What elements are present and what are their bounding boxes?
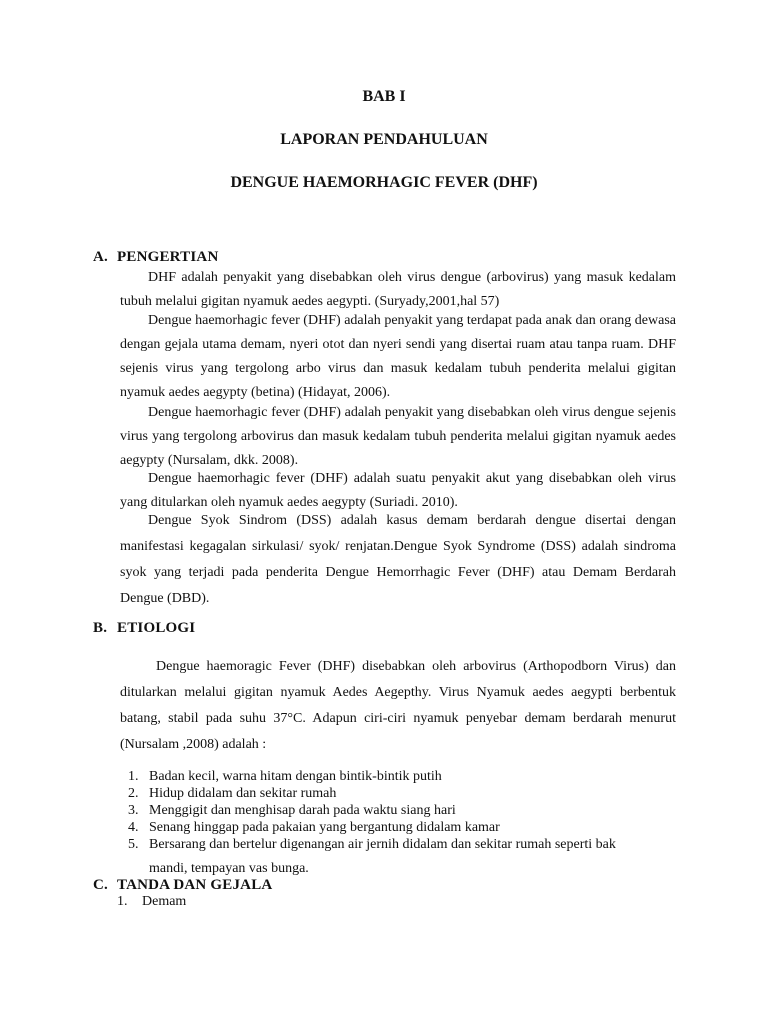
list-item: 1. Badan kecil, warna hitam dengan bintik-bintik putih <box>128 769 442 784</box>
list-item: 2. Hidup didalam dan sekitar rumah <box>128 786 337 801</box>
section-a-title: PENGERTIAN <box>117 249 219 265</box>
section-c-title: TANDA DAN GEJALA <box>117 877 273 893</box>
section-c-number: C. <box>93 877 108 893</box>
section-a-paragraph-4: Dengue haemorhagic fever (DHF) adalah suatu penyakit akut yang disebabkan oleh virus yang ditularkan oleh nyamuk aedes aegypty (Suriadi. 2010). <box>120 471 676 510</box>
chapter-title: BAB I <box>362 88 406 105</box>
disease-title: DENGUE HAEMORHAGIC FEVER (DHF) <box>230 174 538 191</box>
report-title: LAPORAN PENDAHULUAN <box>280 131 488 148</box>
section-a-heading <box>93 249 219 266</box>
section-a-paragraph-1: DHF adalah penyakit yang disebabkan oleh virus dengue (arbovirus) yang masuk kedalam tubuh melalui gigitan nyamuk aedes aegypti. (Suryady,2001,hal 57) <box>120 270 676 309</box>
list-item: 4. Senang hinggap pada pakaian yang bergantung didalam kamar <box>128 820 500 835</box>
section-a-paragraph-5: Dengue Syok Sindrom (DSS) adalah kasus demam berdarah dengue disertai dengan manifestasi kegagalan sirkulasi/ syok/ renjatan.Dengue Syok Syndrome (DSS) adalah sindroma syok yang terjadi pada penderita Dengue Hemorrhagic Fever (DHF) atau Demam Berdarah Dengue (DBD). <box>120 513 676 606</box>
section-b-heading <box>93 620 195 637</box>
list-item: 3. Menggigit dan menghisap darah pada waktu siang hari <box>128 803 456 818</box>
list-item: 5. Bersarang dan bertelur digenangan air jernih didalam dan sekitar rumah seperti bak mandi, tempayan vas bunga. <box>128 837 616 876</box>
section-a-paragraph-2: Dengue haemorhagic fever (DHF) adalah penyakit yang terdapat pada anak dan orang dewasa dengan gejala utama demam, nyeri otot dan nyeri sendi yang disertai ruam atau tanpa ruam. DHF sejenis virus yang tergolong arbo virus dan masuk kedalam tubuh penderita melalui gigitan nyamuk aedes aegypty (betina) (Hidayat, 2006). <box>120 313 676 400</box>
section-b-number: B. <box>93 620 108 636</box>
section-c-heading <box>93 877 272 894</box>
section-b-title: ETIOLOGI <box>117 620 196 636</box>
section-a-number: A. <box>93 249 108 265</box>
section-a-paragraph-3: Dengue haemorhagic fever (DHF) adalah penyakit yang disebabkan oleh virus dengue sejenis virus yang tergolong arbovirus dan masuk kedalam tubuh penderita melalui gigitan nyamuk aedes aegypty (Nursalam, dkk. 2008). <box>120 405 676 468</box>
mosquito-traits-list <box>128 768 676 877</box>
symptom-list-item: 1. Demam <box>117 894 187 909</box>
section-b-paragraph: Dengue haemoragic Fever (DHF) disebabkan oleh arbovirus (Arthopodborn Virus) dan ditularkan melalui gigitan nyamuk Aedes Aegepthy. Virus Nyamuk aedes aegypti berbentuk batang, stabil pada suhu 37°C. Adapun ciri-ciri nyamuk penyebar demam berdarah menurut (Nursalam ,2008) adalah : <box>120 659 676 752</box>
